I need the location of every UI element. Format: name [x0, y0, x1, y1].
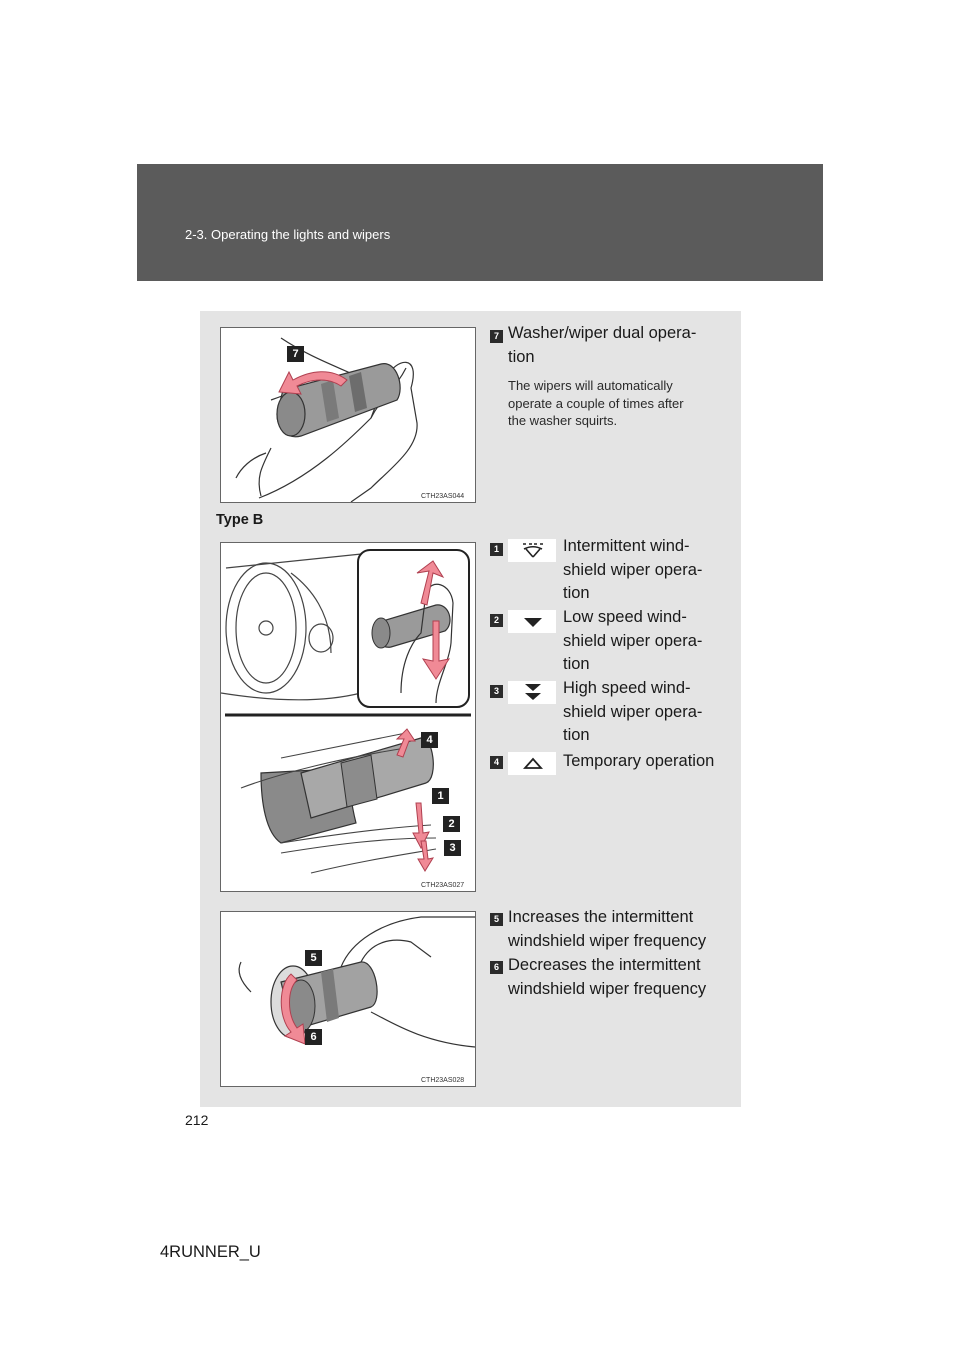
figure-callout-4: 4	[421, 732, 438, 748]
item-7-note: The wipers will automatically operate a couple of times after the washer squirts.	[508, 378, 684, 428]
item-5-text: Increases the intermittent windshield wiper frequency	[508, 908, 707, 950]
callout-6: 6	[490, 961, 503, 974]
intermittent-wiper-icon	[508, 539, 556, 562]
type-b-label: Type B	[216, 512, 264, 528]
figure-code: CTH23AS044	[421, 493, 465, 500]
callout-7: 7	[490, 330, 503, 343]
figure-callout-5: 5	[305, 950, 322, 966]
type-b-lever-illustration	[221, 543, 475, 891]
washer-lever-illustration	[221, 328, 475, 502]
temporary-operation-icon	[508, 752, 556, 775]
callout-5: 5	[490, 913, 503, 926]
page-number: 212	[185, 1112, 209, 1128]
figure-callout-7: 7	[287, 346, 304, 362]
item-4-text: Temporary operation	[563, 752, 715, 770]
figure-callout-6: 6	[305, 1029, 322, 1045]
figure-type-b-lever	[220, 542, 476, 892]
figure-code: CTH23AS027	[421, 882, 465, 889]
callout-1: 1	[490, 543, 503, 556]
item-7-text: Washer/wiper dual opera- tion	[508, 324, 697, 366]
item-2-text: Low speed wind- shield wiper opera- tion	[563, 608, 703, 673]
item-6-text: Decreases the intermittent windshield wiper frequency	[508, 956, 707, 998]
figure-callout-3: 3	[444, 840, 461, 856]
figure-code: CTH23AS028	[421, 1077, 465, 1084]
figure-callout-1: 1	[432, 788, 449, 804]
section-title: 2-3. Operating the lights and wipers	[185, 227, 391, 242]
callout-2: 2	[490, 614, 503, 627]
document-code: 4RUNNER_U	[160, 1243, 261, 1261]
callout-3: 3	[490, 685, 503, 698]
figure-frequency-adjust	[220, 911, 476, 1087]
figure-washer-dual-operation	[220, 327, 476, 503]
item-3-text: High speed wind- shield wiper opera- tion	[563, 679, 703, 744]
item-1-text: Intermittent wind- shield wiper opera- tion	[563, 537, 703, 602]
section-header-band	[137, 164, 823, 281]
figure-callout-2: 2	[443, 816, 460, 832]
frequency-ring-illustration	[221, 912, 475, 1086]
low-speed-wiper-icon	[508, 610, 556, 633]
high-speed-wiper-icon	[508, 681, 556, 704]
callout-4: 4	[490, 756, 503, 769]
